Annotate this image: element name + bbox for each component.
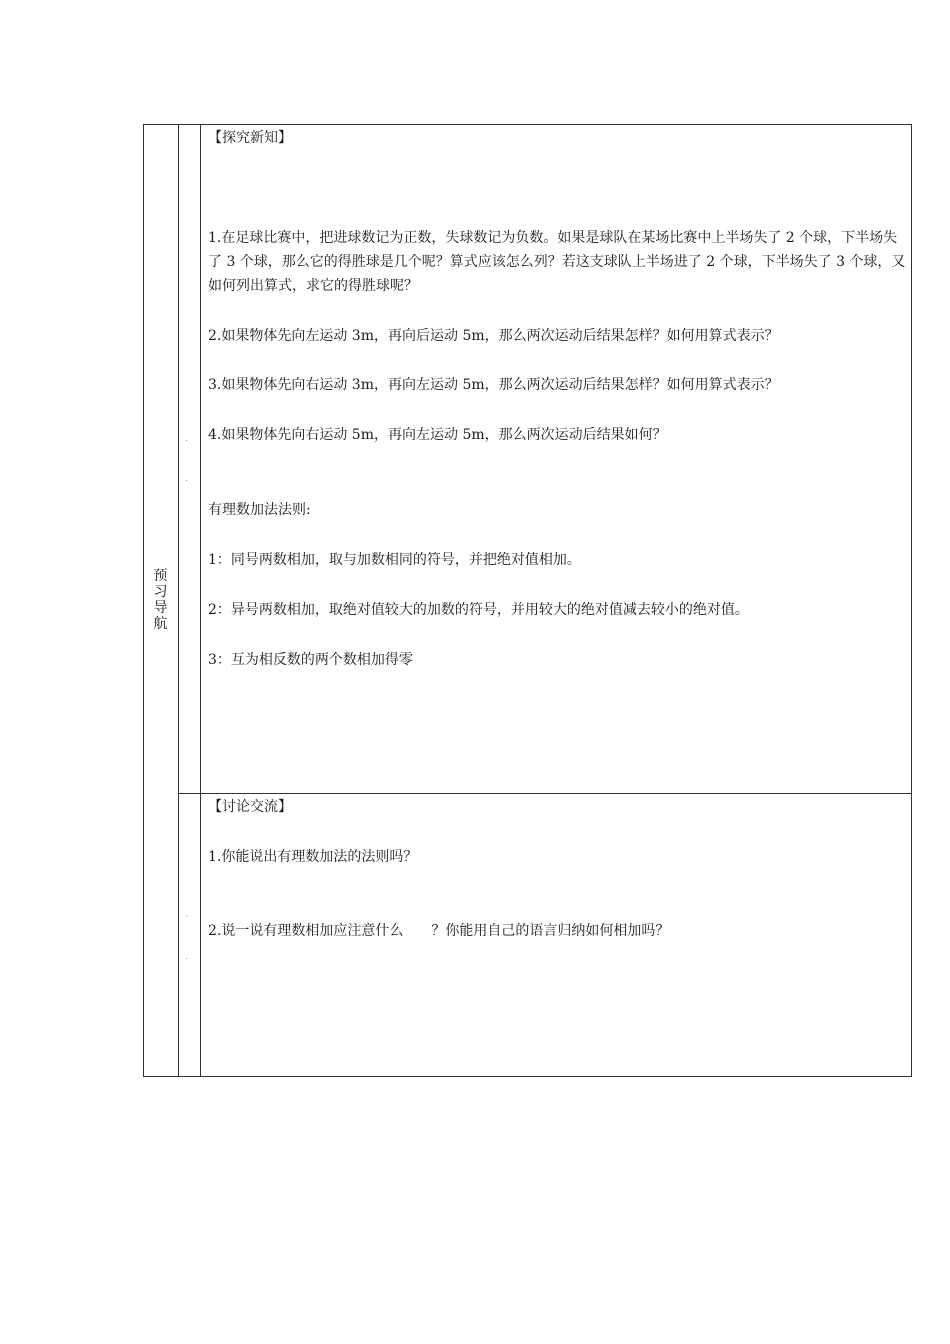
rule-1: 1：同号两数相加，取与加数相同的符号，并把绝对值相加。	[208, 552, 581, 568]
rule-2: 2：异号两数相加，取绝对值较大的加数的符号，并用较大的绝对值减去较小的绝对值。	[208, 602, 749, 618]
faint-mark	[186, 480, 187, 481]
rule-3: 3：互为相反数的两个数相加得零	[208, 652, 413, 668]
side-label-char: 导	[153, 600, 168, 616]
rules-title: 有理数加法法则:	[208, 502, 311, 518]
explore-question-1: 1.在足球比赛中，把进球数记为正数，失球数记为负数。如果是球队在某场比赛中上半场失了 2 个球，下半场失了 3 个球，那么它的得胜球是几个呢？算式应该怎么列？若这支球队上半场进了 2 个球，下半场失了 3 个球，又如何列出算式，求它的得胜球呢？	[208, 230, 906, 294]
row-divider	[178, 793, 912, 794]
discuss-question-2: 2.说一说有理数相加应注意什么 ？你能用自己的语言归纳如何相加吗？	[208, 923, 670, 939]
column-divider-2	[200, 124, 201, 1077]
side-label-char: 习	[153, 584, 168, 600]
faint-mark	[186, 916, 187, 917]
explore-question-2: 2.如果物体先向左运动 3m，再向后运动 5m，那么两次运动后结果怎样？如何用算式表示？	[208, 328, 779, 344]
faint-mark	[186, 958, 187, 959]
side-label-char: 预	[153, 568, 168, 584]
explore-heading: 【探究新知】	[208, 130, 292, 146]
column-divider-1	[178, 124, 179, 1077]
faint-mark	[186, 440, 187, 441]
discuss-heading: 【讨论交流】	[208, 799, 292, 815]
section-label-preview-guide	[143, 568, 178, 632]
side-label-char: 航	[153, 616, 168, 632]
discuss-question-1: 1.你能说出有理数加法的法则吗？	[208, 849, 418, 865]
explore-question-3: 3.如果物体先向右运动 3m，再向左运动 5m，那么两次运动后结果怎样？如何用算式表示？	[208, 377, 779, 393]
explore-question-4: 4.如果物体先向右运动 5m，再向左运动 5m，那么两次运动后结果如何？	[208, 427, 667, 443]
